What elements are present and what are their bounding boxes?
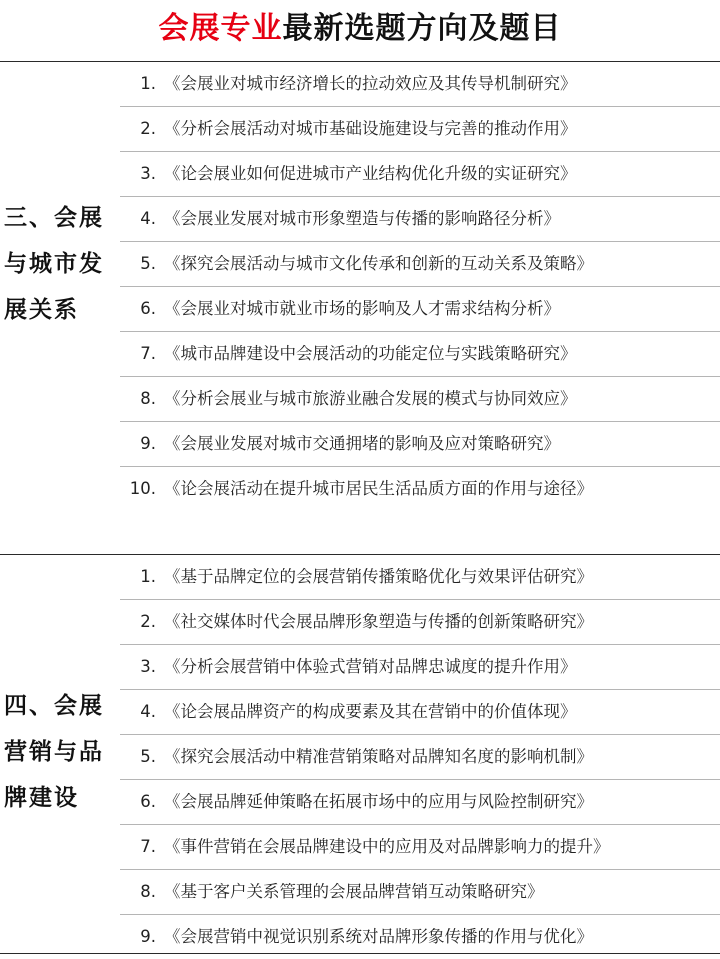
topic-title: 《论会展活动在提升城市居民生活品质方面的作用与途径》 (164, 479, 593, 498)
topic-number: 7. (140, 837, 156, 856)
topic-row (120, 62, 720, 107)
topic-number: 10. (129, 479, 156, 498)
topic-number: 5. (140, 254, 156, 273)
section-label-line: 牌建设 (4, 785, 79, 811)
topic-row (120, 242, 720, 287)
topic-number: 4. (140, 702, 156, 721)
topic-row (120, 422, 720, 467)
topic-row (120, 600, 720, 645)
topic-row (120, 645, 720, 690)
topic-number: 3. (140, 657, 156, 676)
topic-row (120, 377, 720, 422)
topic-title: 《分析会展营销中体验式营销对品牌忠诚度的提升作用》 (164, 657, 577, 676)
section-label (4, 683, 116, 821)
topic-title: 《会展业发展对城市交通拥堵的影响及应对策略研究》 (164, 434, 560, 453)
topic-row (120, 870, 720, 915)
topic-row (120, 467, 720, 511)
topic-title: 《城市品牌建设中会展活动的功能定位与实践策略研究》 (164, 344, 577, 363)
section-label-line: 三、会展 (4, 205, 104, 231)
section-label-line: 四、会展 (4, 693, 104, 719)
section-label-line: 与城市发 (4, 251, 104, 277)
topic-title: 《分析会展活动对城市基础设施建设与完善的推动作用》 (164, 119, 577, 138)
topic-title: 《论会展业如何促进城市产业结构优化升级的实证研究》 (164, 164, 577, 183)
topic-title: 《会展业对城市就业市场的影响及人才需求结构分析》 (164, 299, 560, 318)
section-label (4, 195, 116, 333)
topic-row (120, 825, 720, 870)
topic-number: 2. (140, 612, 156, 631)
topic-title: 《会展营销中视觉识别系统对品牌形象传播的作用与优化》 (164, 927, 593, 946)
topic-number: 2. (140, 119, 156, 138)
topic-number: 1. (140, 74, 156, 93)
topic-number: 8. (140, 882, 156, 901)
topic-number: 7. (140, 344, 156, 363)
topic-title: 《会展业对城市经济增长的拉动效应及其传导机制研究》 (164, 74, 577, 93)
topic-number: 1. (140, 567, 156, 586)
topic-title: 《探究会展活动与城市文化传承和创新的互动关系及策略》 (164, 254, 593, 273)
section-marketing-brand (0, 554, 720, 954)
topic-row (120, 780, 720, 825)
topic-title: 《社交媒体时代会展品牌形象塑造与传播的创新策略研究》 (164, 612, 593, 631)
topic-title: 《会展业发展对城市形象塑造与传播的影响路径分析》 (164, 209, 560, 228)
topic-title: 《分析会展业与城市旅游业融合发展的模式与协同效应》 (164, 389, 577, 408)
topic-row (120, 107, 720, 152)
topic-row (120, 332, 720, 377)
topic-title: 《会展品牌延伸策略在拓展市场中的应用与风险控制研究》 (164, 792, 593, 811)
topic-title: 《基于客户关系管理的会展品牌营销互动策略研究》 (164, 882, 544, 901)
topic-title: 《事件营销在会展品牌建设中的应用及对品牌影响力的提升》 (164, 837, 610, 856)
topic-number: 8. (140, 389, 156, 408)
title-rest: 最新选题方向及题目 (282, 11, 562, 46)
topic-row (120, 555, 720, 600)
topic-row (120, 690, 720, 735)
topic-title: 《探究会展活动中精准营销策略对品牌知名度的影响机制》 (164, 747, 593, 766)
topic-number: 5. (140, 747, 156, 766)
topic-list (120, 62, 720, 511)
section-city-relation (0, 61, 720, 508)
page-title (0, 0, 720, 60)
topic-list (120, 555, 720, 959)
topic-number: 6. (140, 299, 156, 318)
topic-row (120, 735, 720, 780)
topic-number: 6. (140, 792, 156, 811)
section-label-line: 展关系 (4, 297, 79, 323)
topic-number: 9. (140, 434, 156, 453)
topic-number: 3. (140, 164, 156, 183)
topic-row (120, 287, 720, 332)
topic-number: 4. (140, 209, 156, 228)
section-label-line: 营销与品 (4, 739, 104, 765)
topic-row (120, 197, 720, 242)
topic-number: 9. (140, 927, 156, 946)
topic-title: 《基于品牌定位的会展营销传播策略优化与效果评估研究》 (164, 567, 593, 586)
title-accent: 会展专业 (158, 11, 283, 46)
topic-title: 《论会展品牌资产的构成要素及其在营销中的价值体现》 (164, 702, 577, 721)
topic-row (120, 152, 720, 197)
topic-row (120, 915, 720, 959)
